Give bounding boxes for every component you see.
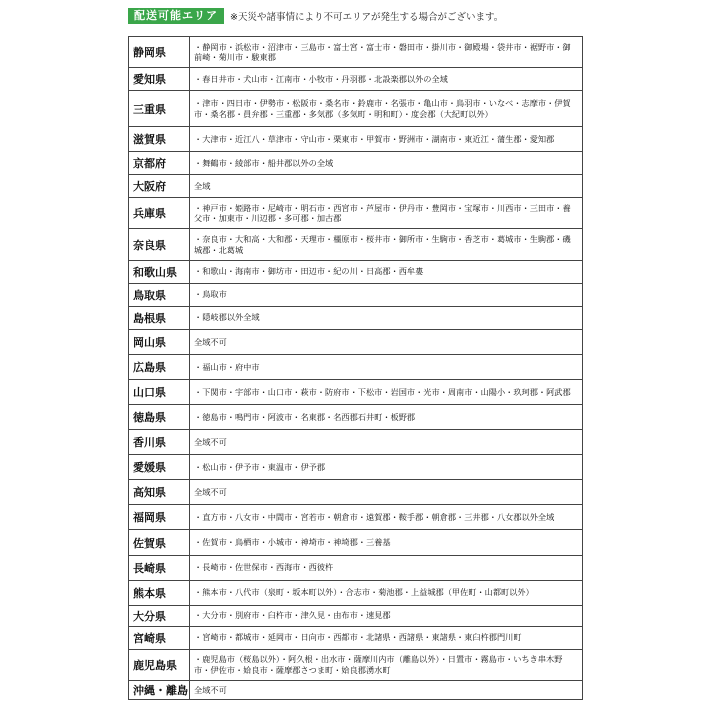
prefecture-name: 奈良県 (129, 229, 190, 260)
table-row (129, 283, 583, 306)
table-row (129, 306, 583, 329)
table-row (129, 198, 583, 229)
delivery-cities: ・大津市・近江八・草津市・守山市・栗東市・甲賀市・野洲市・湖南市・東近江・蒲生郡・愛知郡 (190, 126, 583, 151)
table-row (129, 555, 583, 580)
table-row (129, 649, 583, 680)
prefecture-name: 京都府 (129, 152, 190, 175)
delivery-cities: ・鳥取市 (190, 283, 583, 306)
delivery-cities: ・徳島市・鳴門市・阿波市・名東郡・名西郡石井町・板野郡 (190, 405, 583, 430)
delivery-cities: 全域不可 (190, 430, 583, 455)
delivery-cities: ・津市・四日市・伊勢市・松阪市・桑名市・鈴鹿市・名張市・亀山市・鳥羽市・いなべ・志摩市・伊賀市・桑名郡・員弁郡・三重郡・多気郡（多気町・明和町）・度会郡（大紀町以外） (190, 91, 583, 127)
delivery-cities: ・佐賀市・鳥栖市・小城市・神埼市・神埼郡・三養基 (190, 530, 583, 555)
prefecture-name: 滋賀県 (129, 126, 190, 151)
delivery-cities: ・下関市・宇部市・山口市・萩市・防府市・下松市・岩国市・光市・周南市・山陽小・玖珂郡・阿武郡 (190, 379, 583, 404)
delivery-cities: ・福山市・府中市 (190, 354, 583, 379)
prefecture-name: 静岡県 (129, 37, 190, 68)
delivery-cities: ・神戸市・姫路市・尼崎市・明石市・西宮市・芦屋市・伊丹市・豊岡市・宝塚市・川西市・三田市・養父市・加東市・川辺郡・多可郡・加古郡 (190, 198, 583, 229)
prefecture-name: 愛媛県 (129, 455, 190, 480)
delivery-cities: ・鹿児島市（桜島以外）・阿久根・出水市・薩摩川内市（離島以外）・日置市・霧島市・いちき串木野市・伊佐市・姶良市・薩摩郡さつま町・姶良郡湧水町 (190, 649, 583, 680)
table-row (129, 91, 583, 127)
prefecture-name: 長崎県 (129, 555, 190, 580)
prefecture-name: 熊本県 (129, 580, 190, 605)
table-row (129, 175, 583, 198)
table-row (129, 354, 583, 379)
delivery-cities: ・静岡市・浜松市・沼津市・三島市・富士宮・富士市・磐田市・掛川市・御殿場・袋井市・裾野市・御前崎・菊川市・駿東郡 (190, 37, 583, 68)
table-row (129, 126, 583, 151)
header (128, 8, 503, 24)
delivery-cities: ・春日井市・犬山市・江南市・小牧市・丹羽郡・北設楽郡以外の全域 (190, 68, 583, 91)
table-row (129, 505, 583, 530)
delivery-cities: ・隠岐郡以外全域 (190, 306, 583, 329)
delivery-cities: 全域不可 (190, 681, 583, 700)
table-row (129, 681, 583, 700)
delivery-area-table (128, 36, 583, 700)
prefecture-name: 島根県 (129, 306, 190, 329)
table-row (129, 229, 583, 260)
table-row (129, 260, 583, 283)
prefecture-name: 岡山県 (129, 329, 190, 354)
prefecture-name: 三重県 (129, 91, 190, 127)
table-row (129, 626, 583, 649)
prefecture-name: 兵庫県 (129, 198, 190, 229)
delivery-cities: ・長崎市・佐世保市・西海市・西彼杵 (190, 555, 583, 580)
delivery-cities: 全域 (190, 175, 583, 198)
prefecture-name: 徳島県 (129, 405, 190, 430)
prefecture-name: 佐賀県 (129, 530, 190, 555)
table-row (129, 405, 583, 430)
table-row (129, 379, 583, 404)
prefecture-name: 沖縄・離島 (129, 681, 190, 700)
table-row (129, 329, 583, 354)
delivery-cities: 全域不可 (190, 329, 583, 354)
prefecture-name: 香川県 (129, 430, 190, 455)
delivery-cities: ・舞鶴市・綾部市・船井郡以外の全域 (190, 152, 583, 175)
prefecture-name: 鳥取県 (129, 283, 190, 306)
delivery-area-table-body (129, 37, 583, 700)
table-row (129, 152, 583, 175)
prefecture-name: 広島県 (129, 354, 190, 379)
table-row (129, 530, 583, 555)
delivery-cities: ・松山市・伊予市・東温市・伊予郡 (190, 455, 583, 480)
prefecture-name: 大分県 (129, 605, 190, 626)
delivery-area-badge: 配送可能エリア (128, 8, 224, 24)
prefecture-name: 山口県 (129, 379, 190, 404)
prefecture-name: 宮崎県 (129, 626, 190, 649)
table-row (129, 430, 583, 455)
disclaimer-note: ※天災や諸事情により不可エリアが発生する場合がございます。 (230, 12, 504, 23)
delivery-cities: ・奈良市・大和高・大和郡・天理市・橿原市・桜井市・御所市・生駒市・香芝市・葛城市・生駒郡・磯城郡・北葛城 (190, 229, 583, 260)
prefecture-name: 大阪府 (129, 175, 190, 198)
prefecture-name: 福岡県 (129, 505, 190, 530)
delivery-cities: ・直方市・八女市・中間市・宮若市・朝倉市・遠賀郡・鞍手郡・朝倉郡・三井郡・八女郡以外全域 (190, 505, 583, 530)
table-row (129, 605, 583, 626)
table-row (129, 480, 583, 505)
table-row (129, 580, 583, 605)
prefecture-name: 愛知県 (129, 68, 190, 91)
delivery-cities: 全域不可 (190, 480, 583, 505)
delivery-cities: ・熊本市・八代市（泉町・坂本町以外）・合志市・菊池郡・上益城郡（甲佐町・山都町以外） (190, 580, 583, 605)
prefecture-name: 和歌山県 (129, 260, 190, 283)
prefecture-name: 高知県 (129, 480, 190, 505)
table-row (129, 68, 583, 91)
prefecture-name: 鹿児島県 (129, 649, 190, 680)
delivery-cities: ・和歌山・海南市・御坊市・田辺市・紀の川・日高郡・西牟婁 (190, 260, 583, 283)
table-row (129, 455, 583, 480)
table-row (129, 37, 583, 68)
delivery-cities: ・宮崎市・都城市・延岡市・日向市・西都市・北諸県・西諸県・東諸県・東臼杵郡門川町 (190, 626, 583, 649)
delivery-cities: ・大分市・別府市・臼杵市・津久見・由布市・速見郡 (190, 605, 583, 626)
